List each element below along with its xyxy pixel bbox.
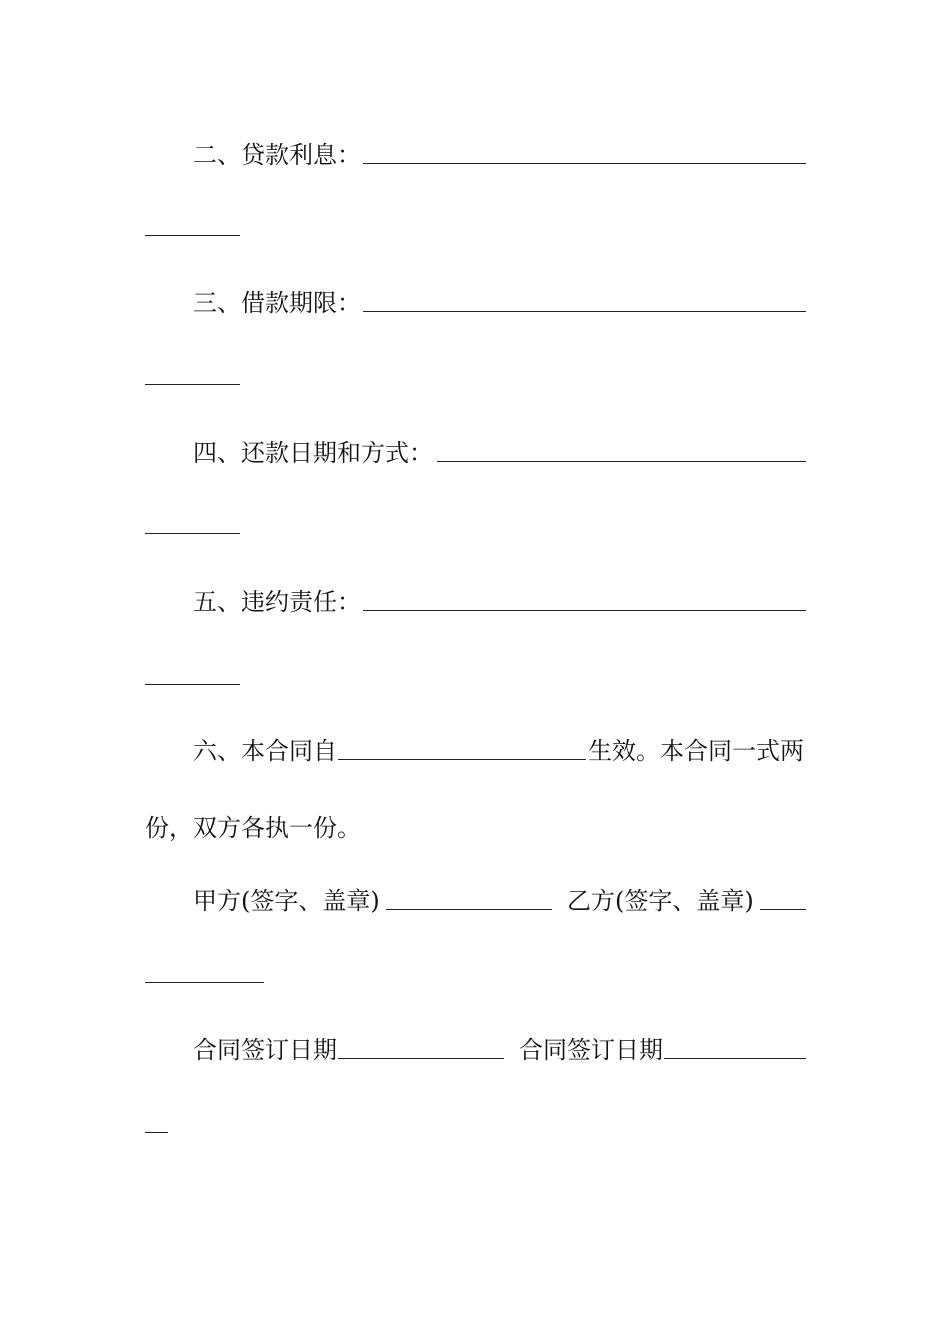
clause-effective-continuation-line bbox=[0, 809, 950, 849]
interest-fill-line-continued[interactable] bbox=[145, 235, 240, 236]
party-b-signature-line-continued[interactable] bbox=[145, 982, 264, 983]
date-b-fill-line-continued[interactable] bbox=[145, 1132, 168, 1133]
clause-effective-prefix: 六、本合同自 bbox=[193, 737, 337, 765]
clause-interest-label: 二、贷款利息： bbox=[193, 141, 361, 169]
clause-term bbox=[0, 284, 950, 324]
party-b-label: 乙方(签字、盖章) bbox=[567, 887, 754, 915]
clause-repayment-label: 四、还款日期和方式： bbox=[193, 439, 433, 467]
date-a-label: 合同签订日期 bbox=[193, 1036, 337, 1064]
clause-term-label: 三、借款期限： bbox=[193, 289, 361, 317]
party-b-signature-line[interactable] bbox=[760, 909, 806, 910]
date-b-label: 合同签订日期 bbox=[519, 1036, 663, 1064]
clause-interest bbox=[0, 136, 950, 176]
date-a-fill-line[interactable] bbox=[338, 1058, 504, 1059]
term-fill-line-continued[interactable] bbox=[145, 384, 240, 385]
effective-date-fill-line[interactable] bbox=[338, 759, 586, 760]
repayment-fill-line-continued[interactable] bbox=[145, 533, 240, 534]
repayment-fill-line[interactable] bbox=[437, 461, 806, 462]
party-a-label: 甲方(签字、盖章) bbox=[193, 887, 380, 915]
party-a-signature-line[interactable] bbox=[386, 909, 552, 910]
clause-liability bbox=[0, 583, 950, 623]
date-b-fill-line[interactable] bbox=[664, 1058, 806, 1059]
clause-effective-continuation: 份，双方各执一份。 bbox=[145, 814, 361, 842]
clause-effective-suffix: 生效。本合同一式两 bbox=[588, 737, 804, 765]
clause-liability-label: 五、违约责任： bbox=[193, 588, 361, 616]
term-fill-line[interactable] bbox=[363, 311, 806, 312]
clause-repayment bbox=[0, 434, 950, 474]
signing-date-row bbox=[0, 1031, 950, 1071]
interest-fill-line[interactable] bbox=[363, 163, 806, 164]
liability-fill-line[interactable] bbox=[363, 610, 806, 611]
signature-row bbox=[0, 882, 950, 922]
liability-fill-line-continued[interactable] bbox=[145, 684, 240, 685]
clause-effective bbox=[0, 732, 950, 772]
